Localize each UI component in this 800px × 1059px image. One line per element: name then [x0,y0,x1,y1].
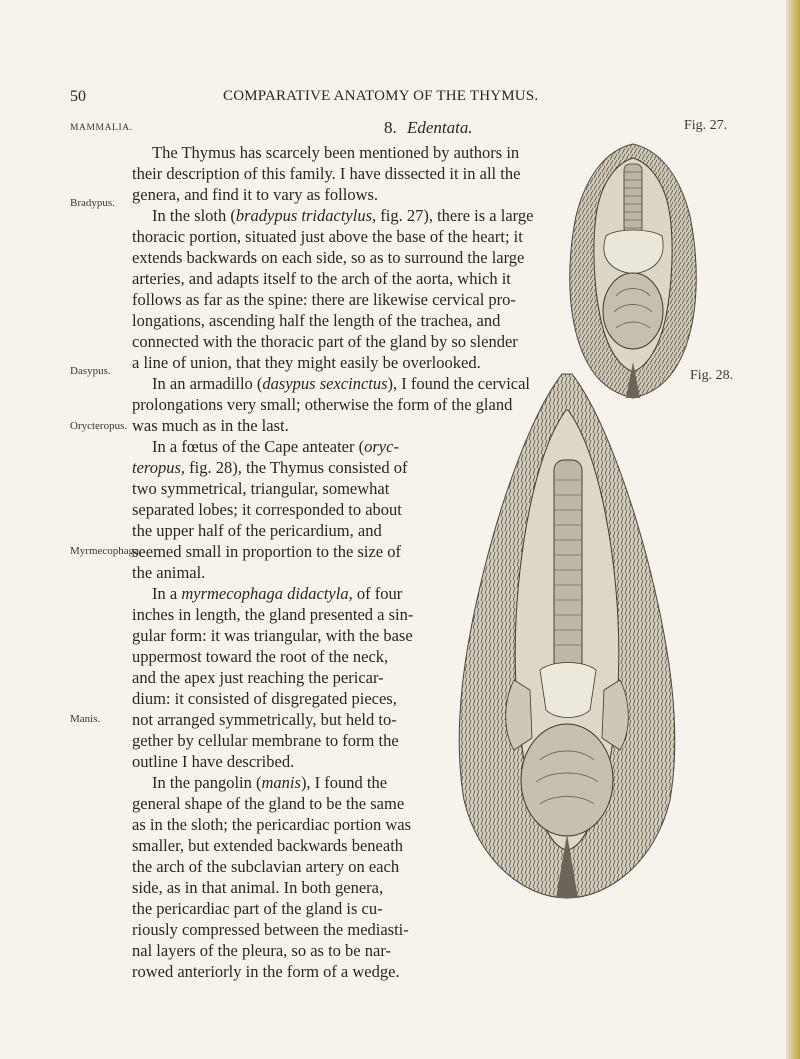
text-line-manis [152,772,387,793]
fig28-orycteropus-dissection-illustration [444,370,690,900]
section-number: 8. [384,118,397,137]
text-run: fig. 27), there is a large [376,206,534,225]
text-line: not arranged symmetrically, but held to- [132,710,397,729]
margin-note-mammalia: MAMMALIA. [70,123,133,133]
text-line: The Thymus has scarcely been mentioned by authors in [152,143,520,162]
margin-note-orycteropus: Orycteropus. [70,420,128,432]
text-line: as in the sloth; the pericardiac portion was [132,815,412,834]
text-line: smaller, but extended backwards beneath [132,836,404,855]
text-line: dium: it consisted of disgregated pieces, [132,689,397,708]
margin-note-manis: Manis. [70,713,101,725]
fig28-caption: Fig. 28. [690,368,734,383]
text-run: fig. 28), the Thymus consisted of [185,458,408,477]
text-line: inches in length, the gland presented a sin- [132,605,414,624]
text-line: extends backwards on each side, so as to surround the large [132,248,525,267]
species-name-manis: manis [261,773,301,792]
text-run: In a [152,584,182,603]
page-number: 50 [70,88,86,105]
text-line: prolongations very small; otherwise the form of the gland [132,395,513,414]
text-line: the pericardiac part of the gland is cu- [132,899,383,918]
text-line [132,457,407,478]
page-edge-stripe [786,0,800,1059]
section-heading [384,118,473,138]
text-line-sloth [152,205,533,226]
text-line: outline I have described. [132,752,295,771]
text-line: a line of union, that they might easily be overlooked. [132,353,481,372]
text-line: the arch of the subclavian artery on each [132,857,400,876]
text-line: and the apex just reaching the pericar- [132,668,384,687]
text-line: rowed anteriorly in the form of a wedge. [132,962,400,981]
section-title: Edentata. [407,118,473,137]
text-line-myrmecophaga [152,583,402,604]
text-line: connected with the thoracic part of the gland by so slender [132,332,518,351]
text-line: genera, and find it to vary as follows. [132,185,379,204]
species-name-bradypus: bradypus tridactylus, [235,206,377,225]
text-line: was much as in the last. [132,416,289,435]
margin-note-myrmecophaga: Myrmecophaga. [70,545,142,557]
margin-note-bradypus: Bradypus. [70,197,115,209]
text-line: general shape of the gland to be the same [132,794,405,813]
species-name-orycteropus-end: teropus, [132,458,186,477]
text-line: the animal. [132,563,206,582]
margin-note-dasypus: Dasypus. [70,365,111,377]
species-name-dasypus: dasypus sexcinctus [262,374,388,393]
text-run: In an armadillo ( [152,374,263,393]
text-line-anteater [152,436,399,457]
text-line: separated lobes; it corresponded to about [132,500,402,519]
fig27-caption: Fig. 27. [684,118,728,133]
text-run: In the sloth ( [152,206,236,225]
text-line: gular form: it was triangular, with the base [132,626,413,645]
text-line: nal layers of the pleura, so as to be nar- [132,941,391,960]
text-line: riously compressed between the mediasti- [132,920,409,939]
text-run: of four [352,584,403,603]
text-line: uppermost toward the root of the neck, [132,647,389,666]
text-run: In the pangolin ( [152,773,262,792]
text-line: side, as in that animal. In both genera, [132,878,384,897]
text-line: follows as far as the spine: there are likewise cervical pro- [132,290,516,309]
text-run: ), I found the cervical [387,374,531,393]
text-line: thoracic portion, situated just above the base of the heart; it [132,227,523,246]
text-run: ), I found the [300,773,388,792]
text-line-armadillo [152,373,530,394]
text-line: arteries, and adapts itself to the arch of the aorta, which it [132,269,511,288]
text-line: the upper half of the pericardium, and [132,521,382,540]
text-line: two symmetrical, triangular, somewhat [132,479,390,498]
text-line: longations, ascending half the length of the trachea, and [132,311,501,330]
species-name-myrmecophaga: myrmecophaga didactyla, [181,584,353,603]
species-name-orycteropus-start: oryc- [364,437,399,456]
text-line: gether by cellular membrane to form the [132,731,399,750]
fig27-sloth-dissection-illustration [566,136,700,400]
text-run: In a fœtus of the Cape anteater ( [152,437,365,456]
running-title: COMPARATIVE ANATOMY OF THE THYMUS. [223,88,539,104]
text-line: their description of this family. I have dissected it in all the [132,164,521,183]
text-line: seemed small in proportion to the size of [132,542,401,561]
